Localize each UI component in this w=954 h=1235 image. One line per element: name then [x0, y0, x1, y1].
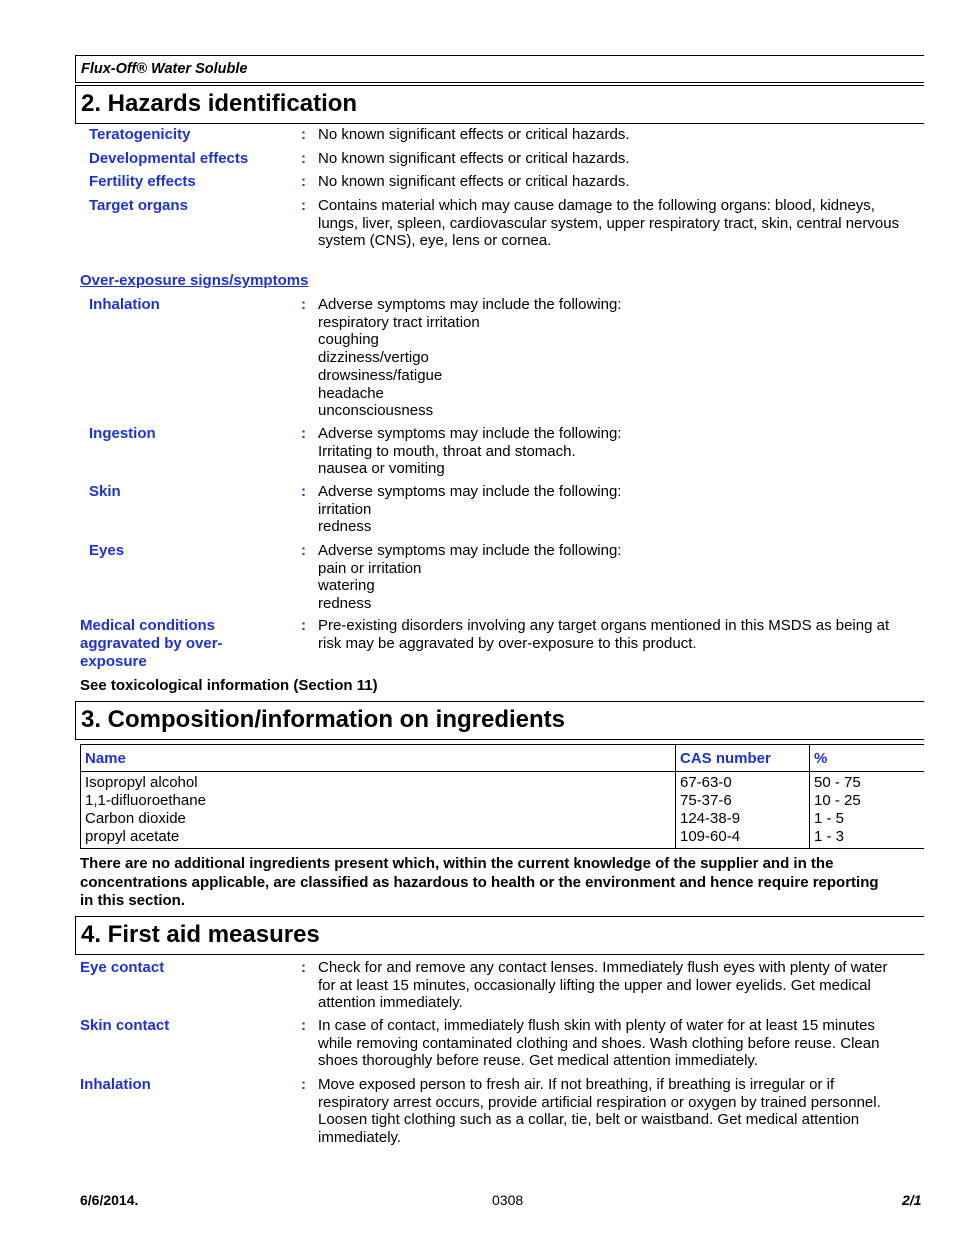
colon: :: [301, 150, 306, 167]
footer-date: 6/6/2014.: [80, 1192, 139, 1208]
colon: :: [301, 542, 306, 559]
colon: :: [301, 617, 306, 634]
column-header-percent: %: [810, 745, 925, 772]
first-aid-line: immediately.: [318, 1129, 402, 1147]
symptom-line: irritation: [318, 500, 372, 518]
ingredients-note-line: concentrations applicable, are classified as hazardous to health or the environment and hence require reporting: [80, 873, 879, 891]
eyes-label: Eyes: [89, 542, 125, 559]
symptom-line: pain or irritation: [318, 559, 422, 577]
first-aid-line: Move exposed person to fresh air. If not breathing, if breathing is irregular or if: [318, 1076, 835, 1093]
ingredient-percent: 1 - 3: [814, 828, 845, 845]
ingredient-percent: 10 - 25: [814, 792, 861, 809]
first-aid-line: respiratory arrest occurs, provide artificial respiration or oxygen by trained personnel.: [318, 1093, 881, 1111]
symptom-line: redness: [318, 518, 372, 536]
colon: :: [301, 1017, 306, 1034]
column-header-cas: CAS number: [676, 745, 810, 772]
fertility-effects-label: Fertility effects: [89, 173, 196, 190]
ingredient-cas: 124-38-9: [680, 810, 741, 827]
eye-contact-label: Eye contact: [80, 959, 165, 976]
skin-label: Skin: [89, 483, 121, 500]
medical-conditions-line: risk may be aggravated by over-exposure to this product.: [318, 634, 697, 652]
symptom-line: Adverse symptoms may include the following:: [318, 483, 622, 500]
section-2-title: 2. Hazards identification: [81, 90, 358, 117]
ingestion-label: Ingestion: [89, 425, 156, 442]
colon: :: [301, 173, 306, 190]
target-organs-line: lungs, liver, spleen, cardiovascular system, upper respiratory tract, skin, central nervous: [318, 214, 900, 232]
ingredients-table: [80, 744, 924, 849]
first-aid-line: attention immediately.: [318, 994, 463, 1012]
footer-code: 0308: [492, 1192, 524, 1208]
ingredient-cas: 109-60-4: [680, 828, 741, 845]
symptom-line: redness: [318, 595, 372, 613]
section-2-header: [75, 85, 924, 124]
section-4-title: 4. First aid measures: [81, 921, 320, 948]
column-header-name: Name: [81, 745, 676, 772]
skin-contact-label: Skin contact: [80, 1017, 170, 1034]
section-3-title: 3. Composition/information on ingredients: [81, 706, 565, 733]
colon: :: [301, 483, 306, 500]
inhalation-first-aid-label: Inhalation: [80, 1076, 151, 1093]
colon: :: [301, 425, 306, 442]
symptom-line: nausea or vomiting: [318, 460, 445, 478]
symptom-line: respiratory tract irritation: [318, 313, 480, 331]
teratogenicity-value: No known significant effects or critical hazards.: [318, 126, 630, 143]
medical-conditions-label: exposure: [80, 653, 147, 670]
first-aid-line: while removing contaminated clothing and shoes. Wash clothing before reuse. Clean: [318, 1034, 880, 1052]
target-organs-label: Target organs: [89, 197, 188, 214]
symptom-line: drowsiness/fatigue: [318, 366, 443, 384]
developmental-effects-label: Developmental effects: [89, 150, 249, 167]
symptom-line: watering: [318, 577, 375, 595]
symptom-line: Irritating to mouth, throat and stomach.: [318, 442, 576, 460]
fertility-effects-value: No known significant effects or critical hazards.: [318, 173, 630, 190]
symptom-line: Adverse symptoms may include the following:: [318, 296, 622, 313]
developmental-effects-value: No known significant effects or critical hazards.: [318, 150, 630, 167]
product-header: [75, 55, 924, 83]
ingredient-name: 1,1-difluoroethane: [85, 792, 206, 809]
ingredient-percent: 1 - 5: [814, 810, 845, 827]
symptom-line: Adverse symptoms may include the following:: [318, 542, 622, 559]
first-aid-line: for at least 15 minutes, occasionally lifting the upper and lower eyelids. Get medical: [318, 976, 871, 994]
symptom-line: coughing: [318, 331, 379, 349]
ingredients-note: [80, 855, 920, 911]
colon: :: [301, 197, 306, 214]
colon: :: [301, 126, 306, 143]
first-aid-line: Check for and remove any contact lenses. Immediately flush eyes with plenty of water: [318, 959, 888, 976]
teratogenicity-label: Teratogenicity: [89, 126, 191, 143]
target-organs-line: system (CNS), eye, lens or cornea.: [318, 232, 552, 250]
symptom-line: dizziness/vertigo: [318, 349, 429, 367]
overexposure-heading[interactable]: Over-exposure signs/symptoms: [80, 272, 309, 289]
medical-conditions-line: Pre-existing disorders involving any target organs mentioned in this MSDS as being at: [318, 617, 890, 634]
symptom-line: headache: [318, 384, 384, 402]
colon: :: [301, 959, 306, 976]
first-aid-line: Loosen tight clothing such as a collar, tie, belt or waistband. Get medical attention: [318, 1111, 860, 1129]
ingredients-note-line: in this section.: [80, 892, 186, 909]
see-toxicological-note: See toxicological information (Section 11): [80, 677, 378, 694]
colon: :: [301, 1076, 306, 1093]
first-aid-line: shoes thoroughly before reuse. Get medical attention immediately.: [318, 1052, 758, 1070]
medical-conditions-label: Medical conditions: [80, 617, 216, 634]
medical-conditions-label: aggravated by over-: [80, 635, 223, 652]
ingredients-note-line: There are no additional ingredients present which, within the current knowledge of the supplier and in the: [80, 855, 834, 872]
product-name: Flux-Off® Water Soluble: [81, 61, 248, 77]
ingredient-cas: 75-37-6: [680, 792, 732, 809]
ingredient-name: Isopropyl alcohol: [85, 774, 198, 791]
target-organs-line: Contains material which may cause damage to the following organs: blood, kidneys,: [318, 197, 875, 214]
section-4-header: [75, 916, 924, 955]
ingredient-name: Carbon dioxide: [85, 810, 186, 827]
ingredient-name: propyl acetate: [85, 828, 180, 845]
symptom-line: unconsciousness: [318, 402, 434, 420]
ingredient-percent: 50 - 75: [814, 774, 861, 791]
table-row: [81, 772, 925, 849]
first-aid-line: In case of contact, immediately flush skin with plenty of water for at least 15 minutes: [318, 1017, 875, 1034]
table-header-row: [81, 745, 925, 772]
inhalation-label: Inhalation: [89, 296, 160, 313]
colon: :: [301, 296, 306, 313]
symptom-line: Adverse symptoms may include the following:: [318, 425, 622, 442]
section-3-header: [75, 701, 924, 740]
footer-page-number: 2/1: [902, 1192, 922, 1208]
ingredient-cas: 67-63-0: [680, 774, 732, 791]
